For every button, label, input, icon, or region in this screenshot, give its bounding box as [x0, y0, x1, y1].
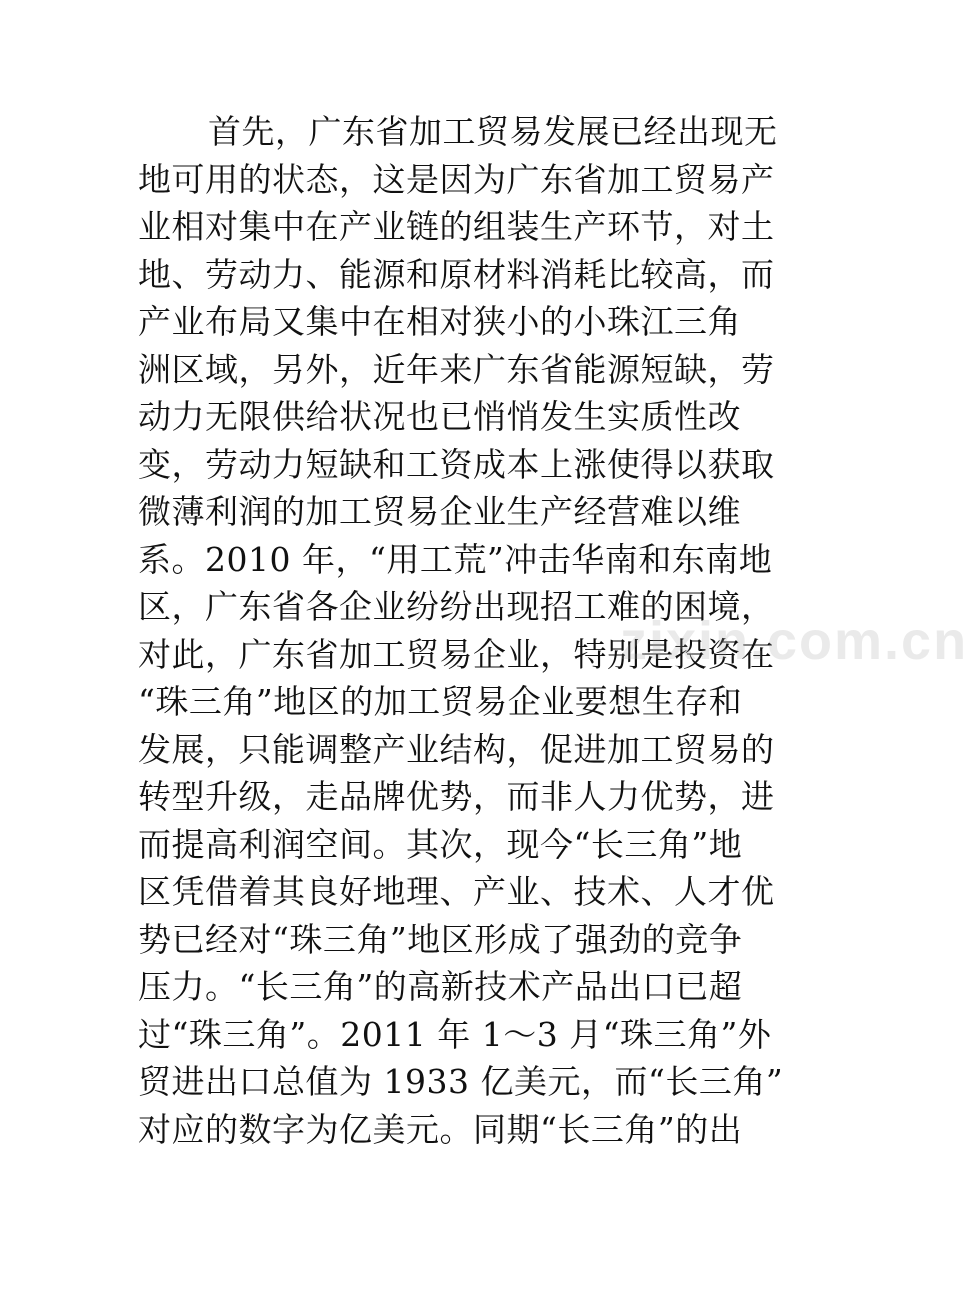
paragraph-line: 转型升级，走品牌优势，而非人力优势，进	[138, 777, 775, 816]
paragraph-line: 区凭借着其良好地理、产业、技术、人才优	[138, 872, 775, 911]
paragraph-line: 变，劳动力短缺和工资成本上涨使得以获取	[138, 444, 775, 484]
paragraph-line: 对应的数字为亿美元。同期“长三角”的出	[138, 1109, 743, 1149]
paragraph-line: 贸进出口总值为 1933 亿美元，而“长三角”	[138, 1062, 784, 1101]
paragraph-line: 动力无限供给状况也已悄悄发生实质性改	[138, 397, 741, 436]
paragraph-line: 首先，广东省加工贸易发展已经出现无	[208, 112, 778, 151]
paragraph-line: 产业布局又集中在相对狭小的小珠江三角	[138, 302, 741, 341]
paragraph-line: 微薄利润的加工贸易企业生产经营难以维	[138, 492, 741, 531]
body-paragraph	[138, 108, 818, 1153]
watermark-text: zixin.com.cn	[620, 611, 968, 671]
paragraph-line: 地、劳动力、能源和原材料消耗比较高，而	[138, 254, 775, 294]
paragraph-line: 洲区域，另外，近年来广东省能源短缺，劳	[138, 349, 775, 389]
paragraph-line: 过“珠三角”。2011 年 1～3 月“珠三角”外	[138, 1014, 772, 1054]
paragraph-line: 地可用的状态，这是因为广东省加工贸易产	[138, 159, 775, 199]
paragraph-line: 对此，广东省加工贸易企业，特别是投资在	[138, 634, 775, 674]
paragraph-line: 压力。“长三角”的高新技术产品出口已超	[138, 967, 743, 1006]
paragraph-line: 势已经对“珠三角”地区形成了强劲的竞争	[138, 919, 743, 959]
paragraph-line: 而提高利润空间。其次，现今“长三角”地	[138, 824, 743, 864]
paragraph-line: “珠三角”地区的加工贸易企业要想生存和	[138, 682, 743, 721]
paragraph-line: 区，广东省各企业纷纷出现招工难的困境，	[138, 587, 775, 626]
paragraph-line: 发展，只能调整产业结构，促进加工贸易的	[138, 729, 775, 769]
paragraph-line: 系。2010 年，“用工荒”冲击华南和东南地	[138, 539, 773, 579]
paragraph-line: 业相对集中在产业链的组装生产环节，对土	[138, 207, 775, 246]
